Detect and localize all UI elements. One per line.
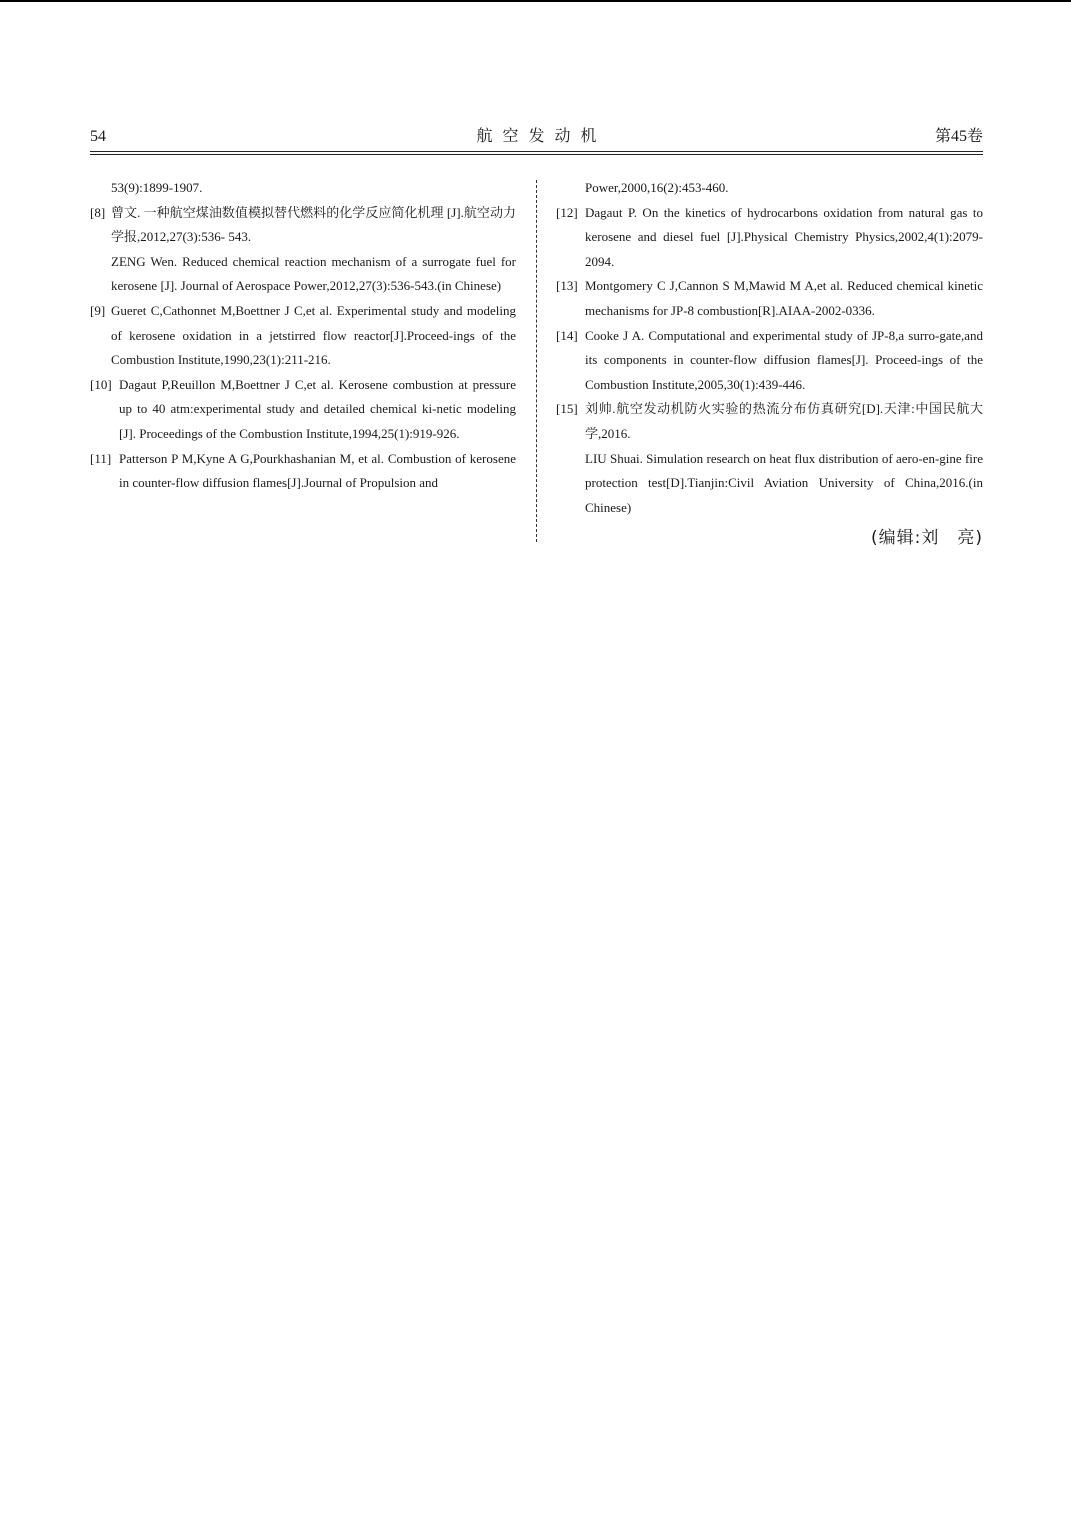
page-header bbox=[90, 126, 983, 148]
volume-label: 第45卷 bbox=[934, 128, 983, 145]
reference-number: [14] bbox=[556, 327, 578, 343]
reference-number: [10] bbox=[90, 376, 112, 392]
reference-13 bbox=[556, 274, 983, 323]
reference-10 bbox=[90, 373, 516, 447]
reference-8 bbox=[90, 201, 516, 299]
references-right-column bbox=[556, 176, 983, 520]
reference-14 bbox=[556, 324, 983, 398]
reference-text: Patterson P M,Kyne A G,Pourkhashanian M, et al. Combustion of kerosene in counter-flow diffusion flames[J].Journal of Propulsion and bbox=[119, 450, 516, 491]
journal-title: 航空发动机 bbox=[476, 128, 607, 145]
reference-number: [8] bbox=[90, 204, 106, 220]
top-border-line bbox=[0, 0, 1071, 2]
reference-number: [15] bbox=[556, 401, 578, 417]
page-number: 54 bbox=[90, 128, 106, 145]
column-divider bbox=[536, 180, 537, 542]
reference-number: [9] bbox=[90, 302, 106, 318]
header-rule-top bbox=[90, 151, 983, 152]
editor-note: (编辑:刘 亮) bbox=[871, 528, 983, 548]
reference-number: [12] bbox=[556, 204, 578, 220]
reference-number: [13] bbox=[556, 278, 578, 294]
reference-text: Cooke J A. Computational and experimental study of JP-8,a surro-gate,and its components in counter-flow diffusion flames[J]. Proceed-ings of the Combustion Institute,2005,30(1):439-446. bbox=[585, 327, 983, 392]
reference-text: Dagaut P,Reuillon M,Boettner J C,et al. Kerosene combustion at pressure up to 40 atm:experimental study and detailed chemical ki-netic modeling [J]. Proceedings of the Combustion Institute,1994,25(1):919-926. bbox=[119, 376, 516, 441]
reference-english-text: LIU Shuai. Simulation research on heat flux distribution of aero-en-gine fire protection test[D].Tianjin:Civil Aviation University of China,2016.(in Chinese) bbox=[585, 450, 983, 515]
reference-text: Montgomery C J,Cannon S M,Mawid M A,et al. Reduced chemical kinetic mechanisms for JP-8 combustion[R].AIAA-2002-0336. bbox=[585, 278, 983, 318]
reference-continuation: Power,2000,16(2):453-460. bbox=[585, 180, 729, 195]
reference-text: Gueret C,Cathonnet M,Boettner J C,et al. Experimental study and modeling of kerosene oxidation in a jetstirred flow reactor[J].Proceed-ings of the Combustion Institute,1990,23(1):211-216. bbox=[111, 302, 516, 368]
reference-12 bbox=[556, 201, 983, 275]
reference-15 bbox=[556, 397, 983, 520]
reference-11 bbox=[90, 447, 516, 496]
reference-english-text: ZENG Wen. Reduced chemical reaction mechanism of a surrogate fuel for kerosene [J]. Journal of Aerospace Power,2012,27(3):536-543.(in Chinese) bbox=[111, 253, 516, 294]
reference-text: Dagaut P. On the kinetics of hydrocarbons oxidation from natural gas to kerosene and diesel fuel [J].Physical Chemistry Physics,2002,4(1):2079-2094. bbox=[585, 204, 983, 269]
reference-number: [11] bbox=[90, 450, 112, 466]
references-left-column bbox=[90, 176, 516, 496]
reference-9 bbox=[90, 299, 516, 373]
reference-text: 曾文. 一种航空煤油数值模拟替代燃料的化学反应简化机理 [J].航空动力学报,2012,27(3):536- 543. bbox=[111, 204, 516, 245]
header-rule-bottom bbox=[90, 154, 983, 155]
reference-text: 刘帅.航空发动机防火实验的热流分布仿真研究[D].天津:中国民航大学,2016. bbox=[585, 401, 983, 441]
reference-continuation: 53(9):1899-1907. bbox=[111, 180, 203, 195]
